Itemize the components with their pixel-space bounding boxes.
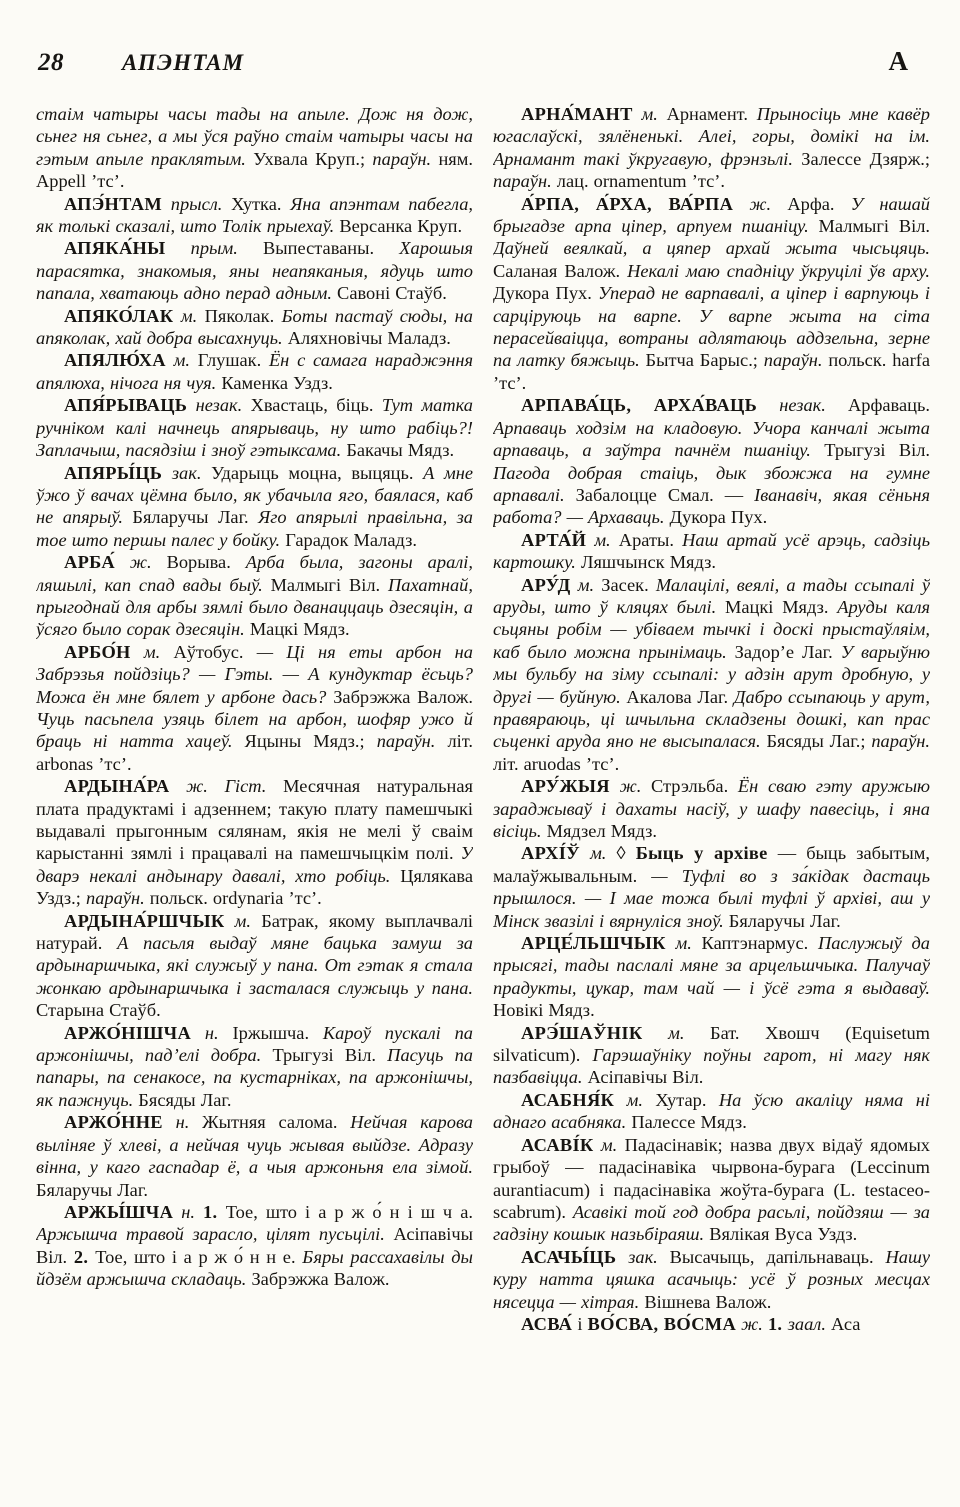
dictionary-entry	[36, 910, 473, 1022]
headword: АПЯКО́ЛАК	[64, 305, 174, 326]
entry-text: Арфа.	[787, 193, 851, 214]
entry-text: Дукора Пух.	[669, 507, 768, 528]
entry-text: Трыгузі Віл.	[272, 1045, 388, 1066]
dictionary-entry	[493, 193, 930, 395]
entry-text: Бытча Барыс.;	[645, 350, 764, 371]
entry-text: Арнамент.	[666, 104, 757, 124]
dictionary-entry	[36, 641, 473, 775]
italic-text: Чуць пасьпела узяць білет на арбон, шофяр ужо й браць ні натта хацеў.	[36, 708, 473, 752]
dictionary-entry	[36, 305, 473, 350]
dictionary-entry	[36, 1111, 473, 1201]
italic-text: н.	[191, 1022, 233, 1043]
entry-text: Хутар.	[655, 1089, 719, 1110]
headword: АРХІ́Ў	[521, 843, 580, 864]
entry-text: Хвастаць, біць.	[250, 395, 382, 416]
entry-text: ◊	[616, 843, 636, 864]
headword: АРЭ́ШАЎНІК	[521, 1022, 643, 1043]
entry-text: Савоні Стаўб.	[337, 283, 447, 304]
entry-text: Забрэжжа Валож.	[251, 1269, 390, 1290]
entry-text: Старына Стаўб.	[36, 1000, 161, 1021]
dictionary-entry	[36, 1201, 473, 1291]
running-head	[38, 46, 926, 77]
entry-text: польск. ordynaria ’тс’.	[149, 888, 322, 909]
entry-text: Гарадок Маладз.	[285, 529, 417, 550]
dictionary-entry	[36, 394, 473, 461]
italic-text: н.	[173, 1201, 204, 1222]
italic-text: — Туфлі во з за́кідак дастаць прышлося. — І мае тожа былі туфлі ў архіві, аш у Мінск звазілі і вярнуліся зноў.	[493, 865, 930, 931]
entry-text: Малмыгі Віл.	[818, 216, 930, 237]
entry-text: Акалова Лаг.	[626, 686, 734, 707]
dictionary-entry	[493, 574, 930, 776]
entry-text: Глушак.	[197, 350, 269, 371]
italic-text: Тут матка ручніком калі начнець апярываць, ну што рабіць?! Заплачыш, пасядзіш і зноў гэтыксама.	[36, 395, 473, 461]
italic-text: А пасьля выдаў мяне бацька замуш за ардынаршчыка, які служыў у пана. От гэтак я стала жонкаю ардынаршчыка і засталася служыць у пана.	[36, 933, 473, 998]
entry-text: Бяларучы Лаг.	[132, 507, 259, 528]
italic-text: незак.	[187, 395, 251, 416]
italic-text: м.	[586, 529, 619, 550]
italic-text: Гарэшаўніку поўны гарот, ні магу няк пазбавіцца.	[493, 1045, 930, 1088]
entry-text: Версанка Круп.	[339, 216, 463, 237]
italic-text: м.	[173, 305, 205, 326]
italic-text: Аруды каля сьцяны робім — убіваем тычкі і доскі прыстаўляім, каб было можна прынімаць.	[493, 596, 930, 662]
italic-text: заал.	[787, 1313, 832, 1334]
italic-text: параўн.	[376, 731, 448, 752]
dictionary-entry	[36, 775, 473, 909]
entry-text: Жытняя салома.	[202, 1112, 351, 1133]
page-number: 28	[38, 49, 64, 76]
headword: АСВА́	[521, 1313, 573, 1334]
italic-text: Боты пастаў сюды, на апяколак, хай добра высахнуць.	[36, 305, 473, 349]
entry-text: Мацкі Мядз.	[249, 619, 350, 640]
italic-text: Наш артай усё арэць, садзіць картошку.	[493, 529, 930, 573]
italic-text: Прыносіць мне кавёр югаслаўскі, зялёненькі. Алеі, горы, домікі на ім. Арнамант такі ўкругавую, фрэнзьлі.	[493, 104, 930, 169]
entry-text: Забрэжжа Валож.	[333, 686, 473, 707]
entry-text: — быць забытым, малаўжывальным.	[493, 843, 930, 886]
entry-text: Аўтобус.	[173, 641, 257, 662]
entry-text: Мацкі Мядз.	[725, 596, 838, 617]
headword: АРЖО́ННЕ	[64, 1112, 163, 1133]
italic-text: Пагода добрая стаіць, дык збожжа на гумне арпавалі.	[493, 462, 930, 505]
italic-text: ж.	[609, 776, 652, 797]
italic-text: м.	[570, 574, 602, 595]
entry-text: Высачыць, дапільнаваць.	[669, 1246, 886, 1267]
italic-text: Некалі маю спадніцу ўкруцілі ўв арху.	[627, 260, 930, 281]
entry-text: Аляхновічы Маладз.	[287, 328, 451, 349]
italic-text: У варыўню мы бульбу на зіму ссыпалі: у адзін арут дробную, у другі — буйную.	[493, 641, 930, 707]
entry-text: Задор’е Лаг.	[734, 641, 841, 662]
entry-text: Ударыць моцна, выцяць.	[211, 462, 424, 483]
entry-text: Бяларучы Лаг.	[36, 1179, 148, 1200]
section-letter: А	[888, 46, 908, 76]
dictionary-entry	[36, 1022, 473, 1112]
italic-text: параўн.	[86, 888, 150, 909]
italic-text: А мне ўжо ў вачах цёмна было, як убачыла яго, баялася, каб не апярыў.	[36, 462, 473, 528]
dictionary-entry	[493, 394, 930, 528]
dictionary-entry	[36, 237, 473, 304]
headword: АПЯКА́НЫ	[64, 238, 166, 259]
italic-text: Харошыя парасятка, знакомыя, яны неапяканыя, ядуць што папала, хватаюць адно перад адным.	[36, 238, 473, 304]
entry-text: Аса	[831, 1313, 861, 1334]
italic-text: Малацілі, веялі, а тады ссыпалі ў аруды, што ў кляцях былі.	[493, 574, 930, 617]
italic-text: Ён сваю гэту аружыю зараджываў і дахаты насіў, у шафу павесіць, і яна вісіць.	[493, 776, 930, 841]
entry-continuation	[36, 103, 473, 193]
dictionary-entry	[36, 551, 473, 641]
headword: АРНА́МАНТ	[521, 104, 633, 124]
entry-text: Асіпавічы Віл.	[36, 1224, 473, 1267]
entry-text: Арфаваць.	[848, 395, 930, 416]
entry-text: Палессе Мядз.	[631, 1112, 747, 1133]
headword: АРУ́Д	[521, 574, 571, 595]
entry-text: Падасінавік; назва двух відаў ядомых грыбоў — падасінавіка чырвона-бурага (Leccinum aurantiacum) і падасінавіка жоўта-бурага (L. testaceo-scabrum).	[493, 1134, 930, 1222]
italic-text: На ўсю акаліцу няма ні аднаго асабняка.	[493, 1089, 930, 1133]
italic-text: м.	[642, 1022, 711, 1043]
headword: АПЯРЫ́ЦЬ	[64, 462, 163, 483]
entry-text: Стрэльба.	[651, 776, 738, 797]
entry-text: Забалоцце Смал. —	[575, 484, 755, 505]
italic-text: м.	[614, 1089, 656, 1110]
headword: АПЭ́НТАМ	[64, 193, 162, 214]
entry-text: Каптэнармус.	[701, 933, 818, 954]
entry-text: Ляшчынск Мядз.	[580, 552, 716, 573]
italic-text: параўн.	[871, 731, 930, 752]
italic-text: м.	[593, 1134, 625, 1155]
bold-phrase: 1.	[767, 1313, 788, 1334]
italic-text: Аржышча травой зарасло, цілят пусьцілі.	[36, 1224, 394, 1245]
entry-text: Вялікая Вуса Уздз.	[709, 1224, 858, 1245]
headword: АРУ́ЖЫЯ	[521, 776, 610, 797]
italic-text: ж. Гіст.	[169, 776, 284, 797]
entry-text: ням. Appell ’тс’.	[36, 148, 473, 192]
italic-text: ж.	[114, 552, 167, 573]
headword: АПЯ́РЫВАЦЬ	[64, 395, 188, 416]
right-column	[493, 103, 930, 1465]
italic-text: Бяры рассахавілы ды йдзём аржышча складаць.	[36, 1246, 473, 1290]
italic-text: Даўней веялкай, а цяпер архай жыта чысьцяць.	[493, 238, 930, 259]
entry-text: Тое, што і а р ж о́ н і ш ч а.	[225, 1201, 473, 1222]
italic-text: ж.	[733, 193, 788, 214]
entry-text: Іржышча.	[232, 1022, 323, 1043]
dictionary-entry	[493, 1246, 930, 1313]
dictionary-entry	[493, 932, 930, 1022]
italic-text: прым.	[165, 238, 264, 259]
dictionary-entry	[493, 1022, 930, 1089]
headword: АСАБНЯ́К	[521, 1089, 615, 1110]
headword: АРЖО́НІШЧА	[64, 1022, 192, 1043]
left-column	[36, 103, 473, 1465]
entry-text: Малмыгі Віл.	[270, 574, 388, 595]
entry-text: Пяколак.	[204, 305, 282, 326]
italic-text: Кароў пускалі па аржонішчы, пад’елі добра.	[36, 1022, 473, 1066]
dictionary-entry	[36, 462, 473, 552]
italic-text: прысл.	[162, 193, 232, 214]
entry-text: Бясяды Лаг.	[138, 1089, 232, 1110]
bold-phrase: 2.	[73, 1246, 96, 1267]
italic-text: — Ці ня еты арбон на Забрэзья пойдзіць? — Гэты. — А кундуктар ёсьць? Можа ён мне бялет у арбоне дась?	[36, 641, 473, 707]
headword: АСАВІ́К	[521, 1134, 594, 1155]
italic-text: ж.	[736, 1313, 768, 1334]
italic-text: м.	[579, 843, 617, 864]
entry-text: Араты.	[618, 529, 683, 550]
entry-text: Вішнева Валож.	[644, 1291, 772, 1312]
entry-text: і	[572, 1313, 588, 1334]
dictionary-entry	[493, 529, 930, 574]
italic-text: параўн.	[372, 148, 439, 169]
headword: АРДЫНА́РА	[64, 776, 170, 797]
dictionary-entry	[493, 1089, 930, 1134]
entry-text: Трыгузі Віл.	[824, 440, 930, 461]
italic-text: Іванавіч, якая сёньня работа? — Архаваць.	[493, 484, 930, 528]
dictionary-entry	[493, 103, 930, 193]
bold-phrase: Быць у архіве	[635, 843, 768, 864]
italic-text: Асавікі той год добра расьлі, пойдзяш — за гадзіну кошык назьбіраяш.	[493, 1201, 930, 1245]
headword: АРПАВА́ЦЬ, АРХА́ВАЦЬ	[521, 395, 758, 416]
entry-text: Ворыва.	[166, 552, 246, 573]
two-column-text-block	[36, 103, 930, 1465]
guide-word: АПЭНТАМ	[122, 50, 245, 75]
entry-text: Цялякава Уздз.;	[36, 865, 473, 909]
italic-text: Нейчая карова выліняе ў хлеві, а нейчая чуць жывая выйдзе. Адразу вінна, у каго гаспадар ё, а чыя аржоньня ела зімой.	[36, 1112, 473, 1178]
italic-text: Уперад не варпавалі, а ціпер і варпуюць і сарціруюць на варпе. У варпе жыта на сіта перасейваіцца, вотраны адлятаюць аддзельна, зерне па латку бяжыць.	[493, 283, 930, 371]
entry-text: Дукора Пух.	[493, 283, 599, 304]
headword: АРЦЕ́ЛЬШЧЫК	[521, 933, 666, 954]
italic-text: параўн.	[493, 171, 557, 192]
dictionary-entry	[493, 775, 930, 842]
bold-phrase: ВО́СВА, ВО́СМА	[587, 1313, 737, 1334]
entry-text: літ. arbonas ’тс’.	[36, 731, 473, 774]
headword: АПЯЛЮ́ХА	[64, 350, 166, 371]
italic-text: Паслужыў да прысягі, тады паслалі мяне за арцельшчыка. Палучаў прадукты, цукар, там чай — і ўсё гэта я выдаваў.	[493, 933, 930, 998]
entry-text: польск. harfa ’тс’.	[493, 350, 930, 393]
headword: АРЖЫ́ШЧА	[64, 1201, 174, 1222]
italic-text: м.	[665, 933, 702, 954]
entry-text: Засек.	[601, 574, 656, 595]
entry-text: Залессе Дзярж.;	[801, 148, 930, 169]
entry-text: Тое, што і а р ж о́ н н е.	[95, 1246, 303, 1267]
entry-text: Мядзел Мядз.	[546, 821, 657, 841]
entry-text: Батрак, якому выплачвалі натурай.	[36, 910, 473, 954]
italic-text: м.	[224, 910, 262, 931]
headword: АРБО́Н	[64, 641, 131, 662]
dictionary-entry	[493, 842, 930, 932]
italic-text: У дварэ некалі андынару давалі, хто робіць.	[36, 843, 473, 886]
headword: АРТА́Й	[521, 529, 587, 550]
italic-text: м.	[632, 104, 667, 124]
entry-text: Каменка Уздз.	[221, 372, 333, 393]
headword: АРДЫНА́РШЧЫК	[64, 910, 225, 931]
entry-text: Саланая Валож.	[493, 260, 628, 281]
entry-text: літ. aruodas ’тс’.	[493, 753, 620, 774]
entry-text: Бяларучы Лаг.	[728, 910, 841, 931]
italic-text: У нашай брыгадзе арпа ціпер, арпуем пшаніцу.	[493, 193, 930, 237]
entry-text: Яцыны Мядз.;	[244, 731, 377, 752]
entry-text: Месячная натуральная плата прадуктамі і адзеннем; такую плату памешчыкі выдавалі прыгонным сялянам, якія не мелі ў сваім карыстанні зямлі і працавалі на памешчыцкім полі.	[36, 776, 473, 864]
bold-phrase: 1.	[203, 1201, 226, 1222]
entry-text: Бат. Хвошч (Equisetum silvaticum).	[493, 1022, 930, 1066]
italic-text: Арба была, загоны аралі, ляшылі, кап спад вады быў.	[36, 552, 473, 595]
italic-text: Пасуць па папары, па сенакосе, па кустарніках, па аржонішчы, як пажнуць.	[36, 1045, 473, 1110]
italic-text: Яго апярылі правільна, за тое што першы палес у бойку.	[36, 507, 473, 550]
italic-text: Арпаваць ходзім на кладовую. Учора канчалі жыта арпаваць, а заўтра пачнём пшаніцу.	[493, 417, 930, 461]
entry-text: Новікі Мядз.	[493, 1000, 595, 1021]
entry-text: Бясяды Лаг.;	[766, 731, 872, 752]
entry-text: Хутка.	[231, 193, 291, 214]
dictionary-entry	[36, 349, 473, 394]
italic-text: зак.	[616, 1246, 670, 1267]
headword: АРБА́	[64, 552, 115, 573]
italic-text: зак.	[162, 462, 212, 483]
entry-text: лац. ornamentum ’тс’.	[556, 171, 725, 192]
italic-text: параўн.	[763, 350, 829, 371]
italic-text: Пахатнай, прыгоднай для арбы зямлі было дванаццаць дзесяцін, а ўсяго было сорак дзесяцін.	[36, 574, 473, 640]
italic-text: Дабро ссыпаюць у арут, правяраюць, ці шчыльна складзены дошкі, кап прас сьценкі аруда яно не высыпалася.	[493, 686, 930, 752]
entry-text: Выпеставаны.	[263, 238, 400, 259]
italic-text: м.	[165, 350, 198, 371]
headword: А́РПА, А́РХА, ВА́РПА	[521, 193, 734, 214]
italic-text: м.	[130, 641, 174, 662]
headword: АСАЧЫ́ЦЬ	[521, 1246, 617, 1267]
entry-text: Асіпавічы Віл.	[587, 1067, 704, 1088]
italic-text: Яна апэнтам пабегла, як толькі сказалі, што Толік прыехаў.	[36, 193, 473, 237]
dictionary-entry	[36, 193, 473, 238]
italic-text: стаім чатыры часы тады на апыле. Дож ня дож, сьнег ня сьнег, а мы ўся раўно стаім чатыры часы на гэтым апыле праклятым.	[36, 104, 473, 169]
italic-text: н.	[162, 1112, 203, 1133]
entry-text: Ухвала Круп.;	[253, 148, 373, 169]
dictionary-entry	[493, 1313, 930, 1335]
italic-text: незак.	[757, 395, 848, 416]
dictionary-entry	[493, 1134, 930, 1246]
entry-text: Бакачы Мядз.	[346, 440, 455, 461]
italic-text: Нашу куру натта цяшка асачыць: усё ў розных месцах нясецца — хітрая.	[493, 1246, 930, 1312]
italic-text: Ён с самага нараджэння апялюха, нічога ня чуя.	[36, 350, 473, 393]
